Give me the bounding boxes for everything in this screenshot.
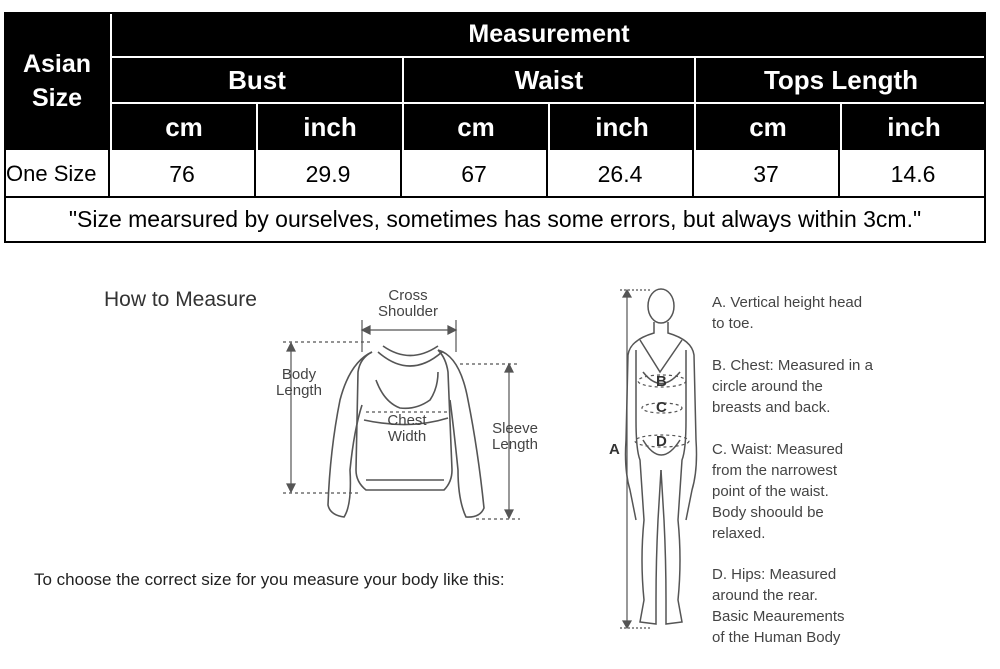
waist-header: Waist bbox=[404, 58, 694, 102]
waist-inch-header: inch bbox=[550, 104, 694, 150]
tops-inch-header: inch bbox=[842, 104, 986, 150]
waist-inch-value: 26.4 bbox=[548, 150, 694, 198]
step-b-chest: B. Chest: Measured in a circle around the breasts and back. bbox=[712, 357, 873, 416]
measurement-header: Measurement bbox=[112, 12, 986, 56]
bust-cm-value: 76 bbox=[110, 150, 256, 198]
measure-instruction: To choose the correct size for you measure your body like this: bbox=[34, 570, 505, 589]
bust-inch-value: 29.9 bbox=[256, 150, 402, 198]
tops-cm-value: 37 bbox=[694, 150, 840, 198]
waist-cm-value: 67 bbox=[402, 150, 548, 198]
figure-letter-a: A bbox=[609, 441, 620, 458]
bust-header: Bust bbox=[112, 58, 402, 102]
how-to-measure-title: How to Measure bbox=[104, 288, 257, 311]
figure-letter-b: B bbox=[656, 373, 667, 390]
row-label-one-size: One Size bbox=[4, 150, 110, 198]
figure-letter-d: D bbox=[656, 433, 667, 450]
waist-cm-header: cm bbox=[404, 104, 548, 150]
chest-width-label: Chest Width bbox=[387, 412, 427, 445]
bust-inch-header: inch bbox=[258, 104, 402, 150]
asian-size-header: Asian Size bbox=[4, 12, 110, 150]
tops-length-header: Tops Length bbox=[696, 58, 986, 102]
tops-cm-header: cm bbox=[696, 104, 840, 150]
bust-cm-header: cm bbox=[112, 104, 256, 150]
figure-letter-c: C bbox=[656, 399, 667, 416]
step-d-hips: D. Hips: Measured around the rear. Basic Meaurements of the Human Body bbox=[712, 566, 845, 646]
tops-inch-value: 14.6 bbox=[840, 150, 986, 198]
sleeve-length-label: Sleeve Length bbox=[492, 420, 538, 453]
step-c-waist: C. Waist: Measured from the narrowest point of the waist. Body shoould be relaxed. bbox=[712, 441, 844, 542]
cross-shoulder-label: Cross Shoulder bbox=[377, 287, 439, 320]
measurement-note: "Size mearsured by ourselves, sometimes has some errors, but always within 3cm." bbox=[4, 198, 986, 243]
body-length-label: Body Length bbox=[276, 366, 322, 399]
step-a-height: A. Vertical height head to toe. bbox=[712, 294, 863, 332]
